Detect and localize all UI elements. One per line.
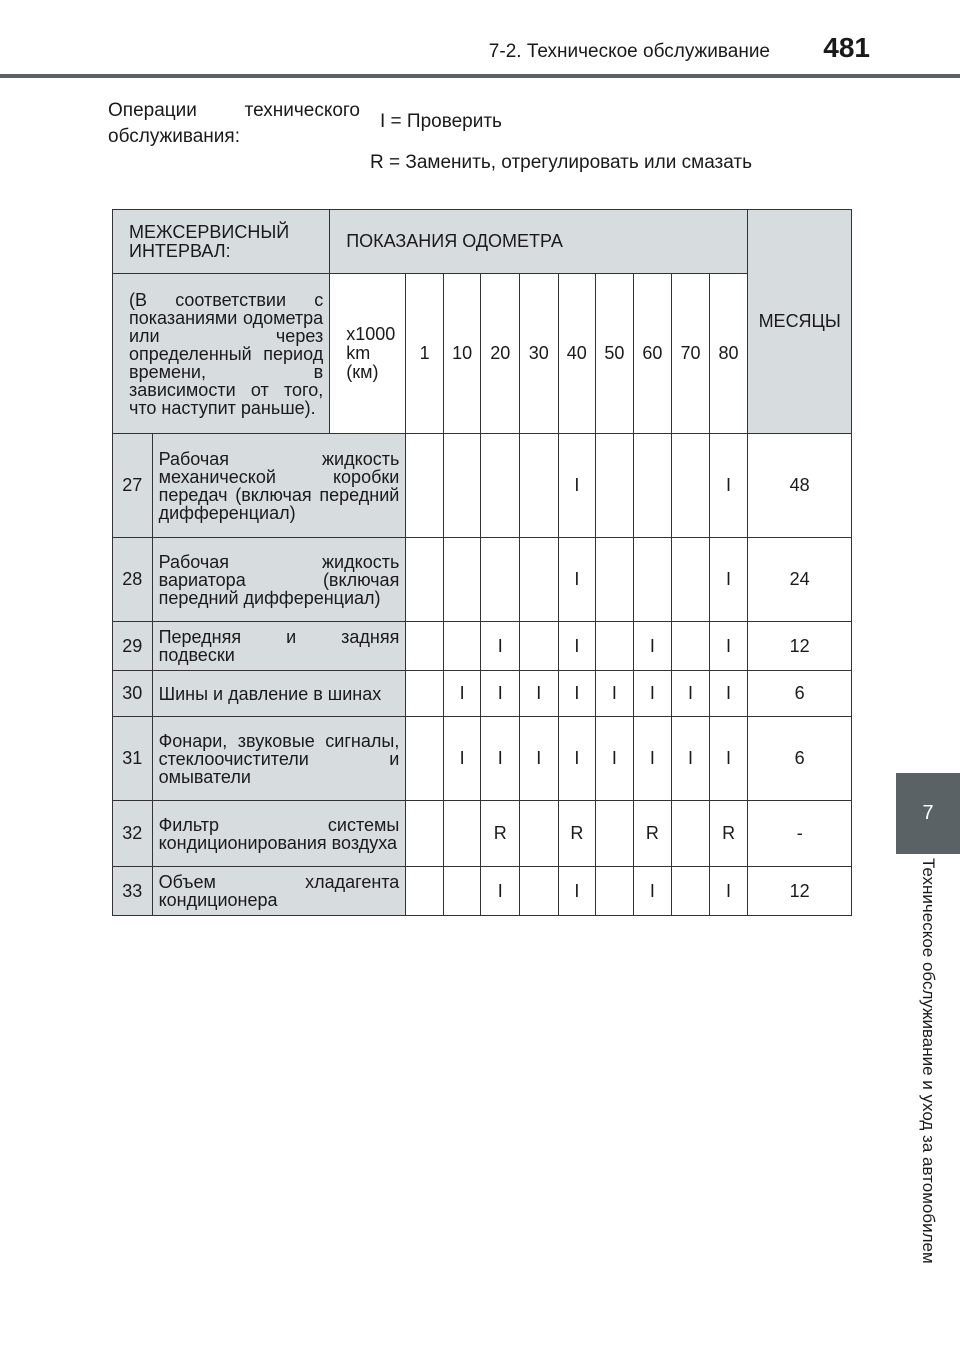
table-row	[113, 801, 852, 867]
row-months: 6	[748, 671, 852, 717]
mileage-col-10: 10	[443, 274, 481, 434]
row-mark: I	[596, 671, 634, 717]
row-mark	[672, 867, 710, 916]
row-mark: I	[519, 671, 558, 717]
row-mark	[406, 671, 444, 717]
row-mark: I	[633, 867, 672, 916]
row-mark	[443, 538, 481, 622]
row-number: 30	[113, 671, 153, 717]
row-mark	[443, 801, 481, 867]
row-mark: I	[596, 717, 634, 801]
row-mark	[519, 622, 558, 671]
row-mark: I	[709, 434, 748, 538]
row-mark: I	[709, 671, 748, 717]
row-mark: I	[481, 671, 520, 717]
row-item: Фильтр системы кондиционирования воздуха	[152, 801, 406, 867]
page-number: 481	[823, 32, 870, 63]
row-item: Фонари, звуковые сигналы, стеклоочистители и омыватели	[152, 717, 406, 801]
row-mark	[481, 538, 520, 622]
row-number: 32	[113, 801, 153, 867]
legend-inspect: I = Проверить	[380, 111, 502, 132]
mileage-col-30: 30	[519, 274, 558, 434]
row-mark: I	[481, 867, 520, 916]
row-mark	[519, 867, 558, 916]
row-mark: I	[709, 622, 748, 671]
table-row	[113, 717, 852, 801]
row-number: 28	[113, 538, 153, 622]
row-mark	[406, 538, 444, 622]
row-mark: I	[633, 671, 672, 717]
row-mark: I	[672, 671, 710, 717]
row-mark	[633, 434, 672, 538]
row-mark: R	[481, 801, 520, 867]
row-mark	[519, 538, 558, 622]
row-mark: I	[709, 717, 748, 801]
unit-label: x1000 km (км)	[330, 274, 406, 434]
row-mark	[519, 801, 558, 867]
row-mark: I	[558, 434, 596, 538]
table-row	[113, 434, 852, 538]
row-mark	[406, 867, 444, 916]
row-mark: I	[443, 717, 481, 801]
row-mark	[481, 434, 520, 538]
row-mark	[596, 434, 634, 538]
row-mark	[672, 801, 710, 867]
row-mark	[443, 434, 481, 538]
row-mark: I	[519, 717, 558, 801]
mileage-col-70: 70	[672, 274, 710, 434]
mileage-col-60: 60	[633, 274, 672, 434]
mileage-col-50: 50	[596, 274, 634, 434]
row-mark	[596, 867, 634, 916]
row-months: -	[748, 801, 852, 867]
mileage-col-1: 1	[406, 274, 444, 434]
row-mark: I	[709, 867, 748, 916]
section-title: 7-2. Техническое обслуживание	[488, 41, 770, 62]
row-mark: I	[633, 717, 672, 801]
row-item: Рабочая жидкость механической коробки передач (включая передний дифференциал)	[152, 434, 406, 538]
row-number: 27	[113, 434, 153, 538]
mileage-col-80: 80	[709, 274, 748, 434]
row-mark: I	[558, 671, 596, 717]
header-divider	[0, 74, 960, 78]
mileage-col-20: 20	[481, 274, 520, 434]
table-row	[113, 671, 852, 717]
row-mark: I	[672, 717, 710, 801]
row-item: Рабочая жидкость вариатора (включая передний дифференциал)	[152, 538, 406, 622]
row-mark	[596, 538, 634, 622]
row-mark: I	[709, 538, 748, 622]
table-row	[113, 622, 852, 671]
chapter-title: Техническое обслуживание и уход за автомобилем	[919, 858, 938, 1264]
row-item: Шины и давление в шинах	[152, 671, 406, 717]
row-item: Передняя и задняя подвески	[152, 622, 406, 671]
mileage-col-40: 40	[558, 274, 596, 434]
table-row	[113, 867, 852, 916]
table-row	[113, 538, 852, 622]
row-mark: R	[709, 801, 748, 867]
row-mark: I	[481, 717, 520, 801]
chapter-title-wrap	[896, 858, 960, 1288]
row-mark	[596, 801, 634, 867]
row-mark: I	[443, 671, 481, 717]
chapter-tab: 7	[896, 773, 960, 854]
row-number: 31	[113, 717, 153, 801]
row-mark	[672, 538, 710, 622]
row-mark: I	[558, 622, 596, 671]
row-mark	[443, 867, 481, 916]
row-number: 29	[113, 622, 153, 671]
row-months: 48	[748, 434, 852, 538]
row-mark	[406, 622, 444, 671]
row-mark: R	[558, 801, 596, 867]
row-mark: I	[558, 717, 596, 801]
row-months: 12	[748, 867, 852, 916]
row-mark	[406, 434, 444, 538]
row-mark: R	[633, 801, 672, 867]
row-mark	[519, 434, 558, 538]
row-months: 24	[748, 538, 852, 622]
row-mark	[443, 622, 481, 671]
row-mark	[406, 801, 444, 867]
row-number: 33	[113, 867, 153, 916]
row-mark: I	[481, 622, 520, 671]
row-item: Объем хладагента кондиционера	[152, 867, 406, 916]
row-mark	[596, 622, 634, 671]
interval-note: (В соответствии с показаниями одометра или через определенный период времени, в зависимости от того, что наступит раньше).	[113, 274, 330, 434]
row-mark	[633, 538, 672, 622]
row-mark	[672, 434, 710, 538]
row-mark	[406, 717, 444, 801]
maintenance-schedule-table	[112, 209, 852, 916]
legend-title: Операции технического обслуживания:	[108, 100, 360, 147]
row-months: 6	[748, 717, 852, 801]
row-mark: I	[558, 538, 596, 622]
row-mark: I	[633, 622, 672, 671]
months-label: МЕСЯЦЫ	[748, 210, 852, 434]
row-months: 12	[748, 622, 852, 671]
legend-replace: R = Заменить, отрегулировать или смазать	[370, 152, 753, 173]
row-mark	[672, 622, 710, 671]
interval-label: МЕЖСЕРВИСНЫЙ ИНТЕРВАЛ:	[113, 210, 330, 274]
odometer-label: ПОКАЗАНИЯ ОДОМЕТРА	[330, 210, 748, 274]
row-mark: I	[558, 867, 596, 916]
